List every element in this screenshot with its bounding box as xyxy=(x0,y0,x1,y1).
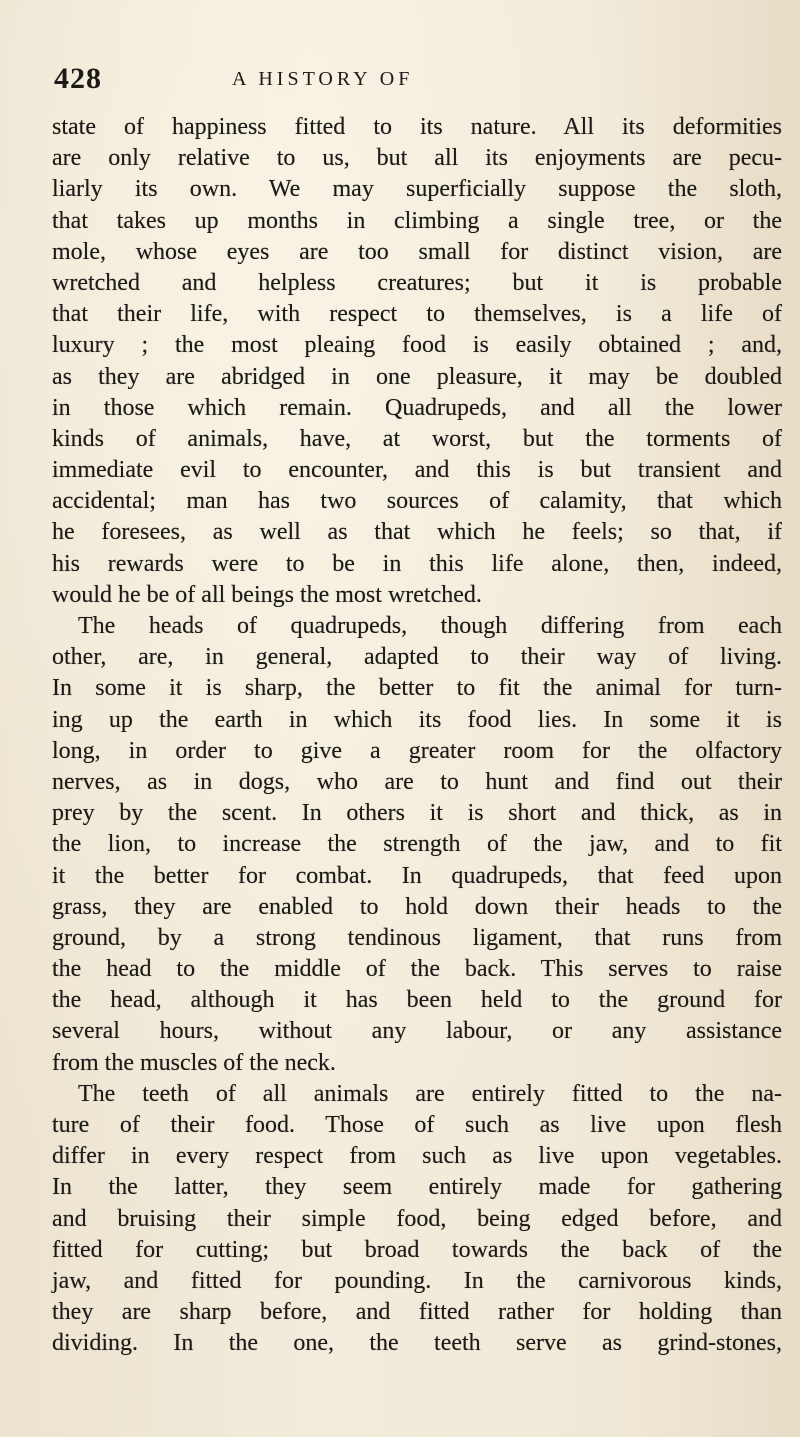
text-line: long, in order to give a greater room for the olfactory xyxy=(52,737,782,764)
text-line: the head, although it has been held to the ground for xyxy=(52,987,782,1014)
text-line: from the muscles of the neck. xyxy=(52,1049,336,1076)
text-line: kinds of animals, have, at worst, but the torments of xyxy=(52,425,782,452)
text-line: ture of their food. Those of such as live upon flesh xyxy=(52,1112,782,1138)
text-line: ground, by a strong tendinous ligament, that runs from xyxy=(52,924,782,951)
text-line: the head to the middle of the back. This serves to raise xyxy=(52,956,782,983)
text-line: In some it is sharp, the better to fit the animal for turn- xyxy=(52,675,782,702)
running-head xyxy=(54,62,760,102)
text-line: nerves, as in dogs, who are to hunt and find out their xyxy=(52,768,782,795)
text-line: The heads of quadrupeds, though differing from each xyxy=(78,613,782,639)
text-line: In the latter, they seem entirely made for gathering xyxy=(52,1174,782,1201)
text-line: his rewards were to be in this life alone, then, indeed, xyxy=(52,550,782,577)
text-line: other, are, in general, adapted to their way of living. xyxy=(52,644,782,671)
text-line: in those which remain. Quadrupeds, and all the lower xyxy=(52,394,782,421)
text-line: it the better for combat. In quadrupeds, that feed upon xyxy=(52,862,782,889)
text-line: mole, whose eyes are too small for distinct vision, are xyxy=(52,238,782,265)
text-line: jaw, and fitted for pounding. In the carnivorous kinds, xyxy=(52,1267,782,1294)
text-line: and bruising their simple food, being edged before, and xyxy=(52,1205,782,1232)
page-number: 428 xyxy=(54,62,102,95)
text-line: liarly its own. We may superficially suppose the sloth, xyxy=(52,176,782,203)
text-line: immediate evil to encounter, and this is but transient and xyxy=(52,457,782,484)
text-line: dividing. In the one, the teeth serve as grind-stones, xyxy=(52,1330,782,1357)
text-line: fitted for cutting; but broad towards the back of the xyxy=(52,1236,782,1263)
text-line: the lion, to increase the strength of the jaw, and to fit xyxy=(52,831,782,858)
text-line: luxury ; the most pleaing food is easily obtained ; and, xyxy=(52,332,782,359)
running-title: A HISTORY OF xyxy=(232,68,414,90)
text-line: state of happiness fitted to its nature. All its deformities xyxy=(52,114,782,140)
text-line: would he be of all beings the most wretched. xyxy=(52,581,482,608)
text-line: differ in every respect from such as live upon vegetables. xyxy=(52,1143,782,1170)
text-line: they are sharp before, and fitted rather for holding than xyxy=(52,1299,782,1326)
text-line: The teeth of all animals are entirely fitted to the na- xyxy=(78,1080,782,1107)
text-line: grass, they are enabled to hold down their heads to the xyxy=(52,893,782,920)
text-line: prey by the scent. In others it is short and thick, as in xyxy=(52,800,782,827)
text-line: accidental; man has two sources of calamity, that which xyxy=(52,488,782,515)
text-line: wretched and helpless creatures; but it is probable xyxy=(52,269,782,296)
text-line: several hours, without any labour, or any assistance xyxy=(52,1018,782,1045)
text-line: he foresees, as well as that which he feels; so that, if xyxy=(52,519,782,546)
body-text xyxy=(52,112,782,1360)
text-line: ing up the earth in which its food lies. In some it is xyxy=(52,706,782,733)
text-line: that takes up months in climbing a single tree, or the xyxy=(52,207,782,234)
text-line: that their life, with respect to themselves, is a life of xyxy=(52,301,782,328)
text-line: as they are abridged in one pleasure, it may be doubled xyxy=(52,363,782,390)
text-line: are only relative to us, but all its enjoyments are pecu- xyxy=(52,145,782,172)
